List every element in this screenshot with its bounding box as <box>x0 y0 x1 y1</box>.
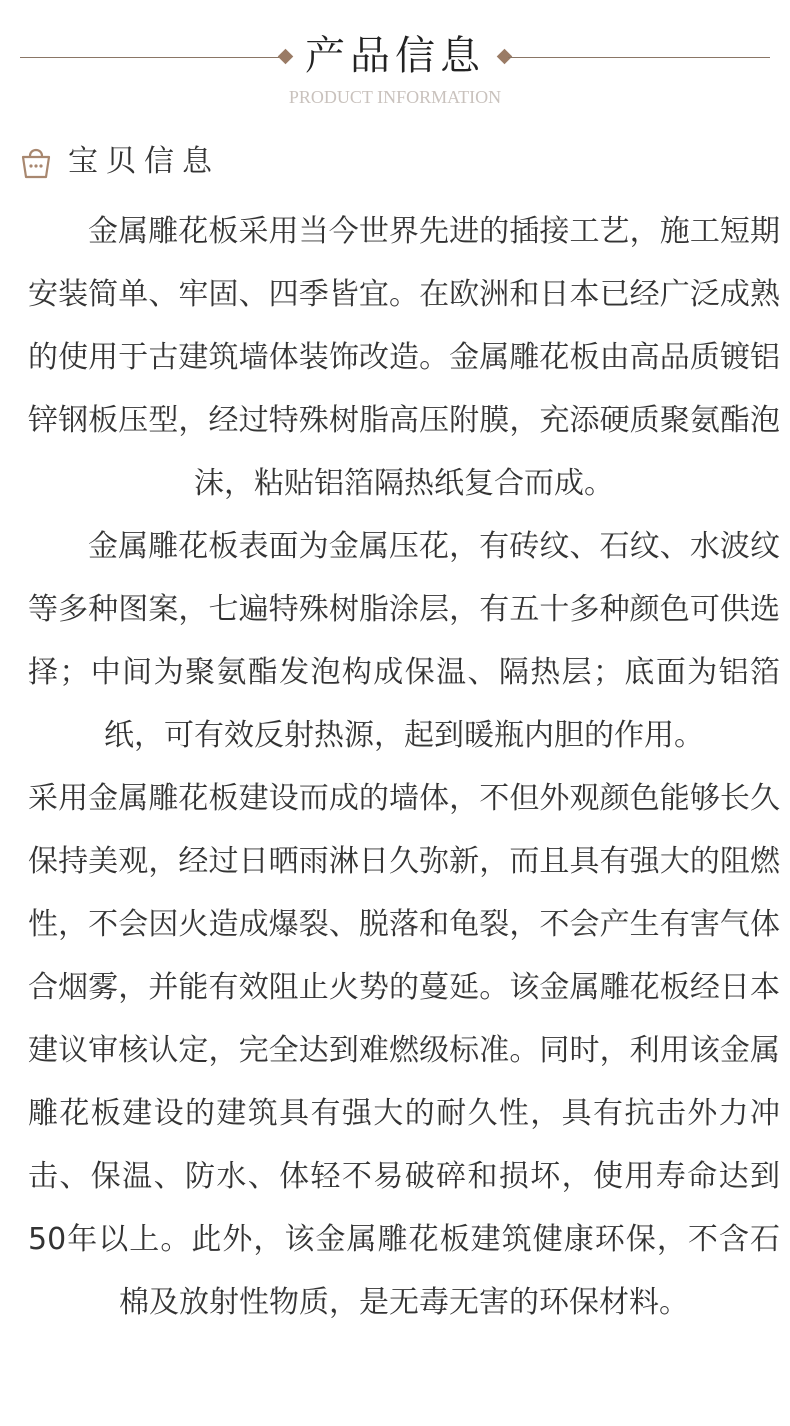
paragraph: 金属雕花板表面为金属压花，有砖纹、石纹、水波纹等多种图案，七遍特殊树脂涂层，有五十多种颜色可供选择；中间为聚氨酯发泡构成保温、隔热层；底面为铝箔纸，可有效反射热源，起到暖瓶内胆的作用。 <box>28 529 780 753</box>
shopping-basket-icon <box>20 144 52 180</box>
page-title: 产品信息 <box>305 33 485 79</box>
diamond-icon <box>278 49 294 65</box>
header-divider-right <box>508 57 770 58</box>
paragraph: 采用金属雕花板建设而成的墙体，不但外观颜色能够长久保持美观，经过日晒雨淋日久弥新，而且具有强大的阻燃性，不会因火造成爆裂、脱落和龟裂，不会产生有害气体合烟雾，并能有效阻止火势的蔓延。该金属雕花板经日本建议审核认定，完全达到难燃级标准。同时，利用该金属雕花板建设的建筑具有强大的耐久性，具有抗击外力冲击、保温、防水、体轻不易破碎和损坏，使用寿命达到50年以上。此外，该金属雕花板建筑健康环保，不含石棉及放射性物质，是无毒无害的环保材料。 <box>28 781 780 1320</box>
section-header <box>0 0 790 115</box>
section-title: 宝贝信息 <box>68 144 220 179</box>
header-divider-left <box>20 57 283 58</box>
product-description <box>28 200 780 1334</box>
paragraph: 金属雕花板采用当今世界先进的插接工艺，施工短期安装简单、牢固、四季皆宜。在欧洲和日本已经广泛成熟的使用于古建筑墙体装饰改造。金属雕花板由高品质镀铝锌钢板压型，经过特殊树脂高压附膜，充添硬质聚氨酯泡沫，粘贴铝箔隔热纸复合而成。 <box>28 214 780 501</box>
section-heading <box>20 142 220 182</box>
page-subtitle: PRODUCT INFORMATION <box>288 87 502 107</box>
